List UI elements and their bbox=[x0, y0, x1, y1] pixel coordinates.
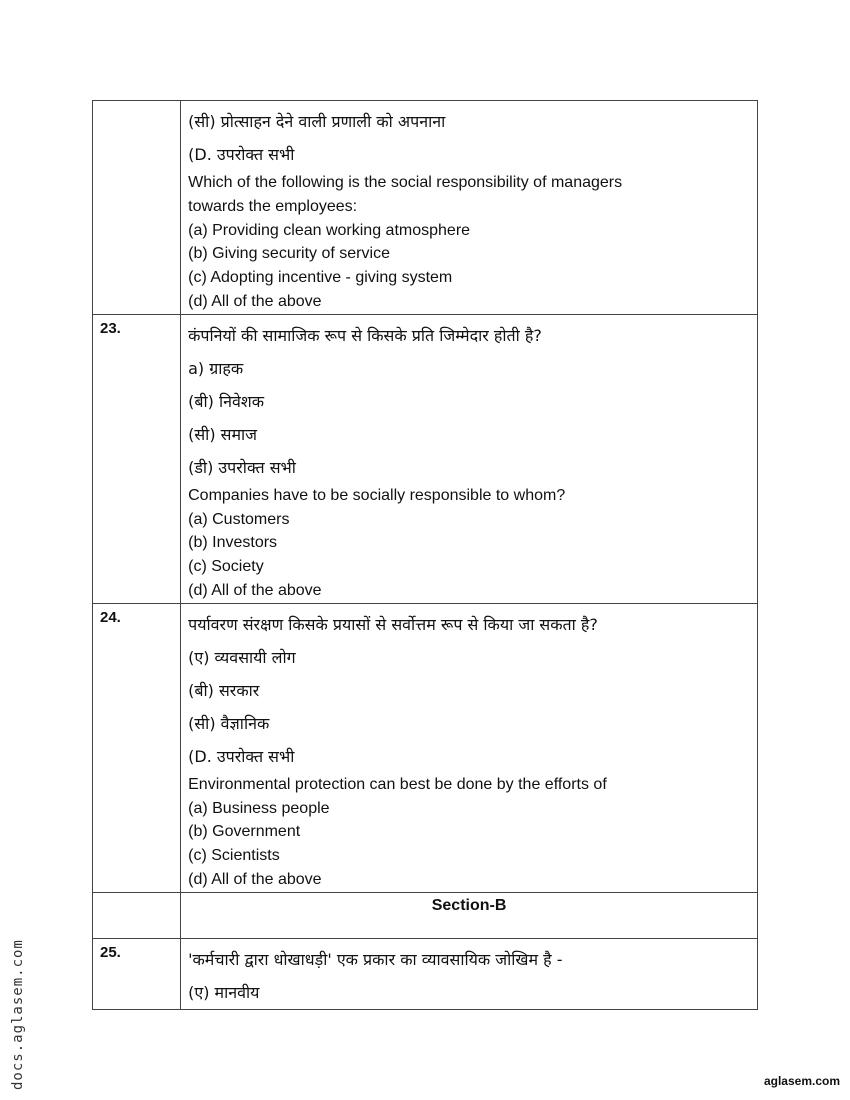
english-option-c: (c) Adopting incentive - giving system bbox=[188, 269, 453, 287]
question-number: 25. bbox=[100, 943, 121, 961]
english-option-d: (d) All of the above bbox=[188, 870, 322, 888]
section-title-cell bbox=[181, 892, 758, 938]
hindi-option-c: (सी) समाज bbox=[188, 424, 258, 444]
english-option-b: (b) Government bbox=[188, 823, 301, 841]
question-table bbox=[92, 100, 758, 1010]
question-body-cell bbox=[181, 603, 758, 892]
english-option-d: (d) All of the above bbox=[188, 581, 322, 599]
english-question: Companies have to be socially responsible to whom? bbox=[188, 486, 566, 504]
section-row bbox=[93, 892, 758, 938]
question-row-25 bbox=[93, 938, 758, 1009]
english-option-a: (a) Business people bbox=[188, 799, 330, 817]
hindi-option-a: (ए) व्यवसायी लोग bbox=[188, 647, 296, 667]
side-watermark: docs.aglasem.com bbox=[10, 939, 26, 1090]
english-question-line-2: towards the employees: bbox=[188, 197, 358, 215]
english-option-b: (b) Giving security of service bbox=[188, 245, 390, 263]
english-option-c: (c) Society bbox=[188, 558, 264, 576]
question-number-cell bbox=[93, 101, 181, 315]
hindi-option-b: (बी) निवेशक bbox=[188, 391, 265, 411]
hindi-question: कंपनियों की सामाजिक रूप से किसके प्रति जिम्मेदार होती है? bbox=[188, 325, 542, 345]
english-question-line-1: Which of the following is the social responsibility of managers bbox=[188, 174, 623, 191]
english-option-d: (d) All of the above bbox=[188, 292, 322, 310]
question-number: 24. bbox=[100, 608, 121, 626]
english-question: Environmental protection can best be done by the efforts of bbox=[188, 775, 607, 793]
hindi-option-d: (D. उपरोक्त सभी bbox=[188, 746, 295, 766]
english-option-a: (a) Customers bbox=[188, 510, 290, 528]
hindi-option-a: (ए) मानवीय bbox=[188, 982, 260, 1002]
english-option-a: (a) Providing clean working atmosphere bbox=[188, 221, 471, 239]
question-number-cell bbox=[93, 314, 181, 603]
question-row-22-continued bbox=[93, 101, 758, 315]
hindi-question: पर्यावरण संरक्षण किसके प्रयासों से सर्वोत्तम रूप से किया जा सकता है? bbox=[188, 614, 598, 634]
question-row-23 bbox=[93, 314, 758, 603]
hindi-option-c: (सी) वैज्ञानिक bbox=[188, 713, 270, 733]
question-body-cell bbox=[181, 101, 758, 315]
question-row-24 bbox=[93, 603, 758, 892]
english-option-c: (c) Scientists bbox=[188, 847, 280, 865]
hindi-option-c: (सी) प्रोत्साहन देने वाली प्रणाली को अपनाना bbox=[188, 112, 446, 131]
hindi-option-d: (डी) उपरोक्त सभी bbox=[188, 457, 296, 477]
question-body-cell bbox=[181, 314, 758, 603]
section-title: Section-B bbox=[431, 896, 507, 914]
question-body-cell bbox=[181, 938, 758, 1009]
hindi-question: 'कर्मचारी द्वारा धोखाधड़ी' एक प्रकार का व्यावसायिक जोखिम है - bbox=[188, 949, 563, 969]
question-number: 23. bbox=[100, 319, 121, 337]
english-option-b: (b) Investors bbox=[188, 534, 278, 552]
hindi-option-a: a) ग्राहक bbox=[188, 358, 244, 378]
footer-brand: aglasem.com bbox=[763, 1074, 840, 1088]
question-number-cell bbox=[93, 938, 181, 1009]
hindi-option-d: (D. उपरोक्त सभी bbox=[188, 145, 295, 164]
question-number-cell bbox=[93, 603, 181, 892]
hindi-option-b: (बी) सरकार bbox=[188, 680, 260, 700]
question-number-cell bbox=[93, 892, 181, 938]
